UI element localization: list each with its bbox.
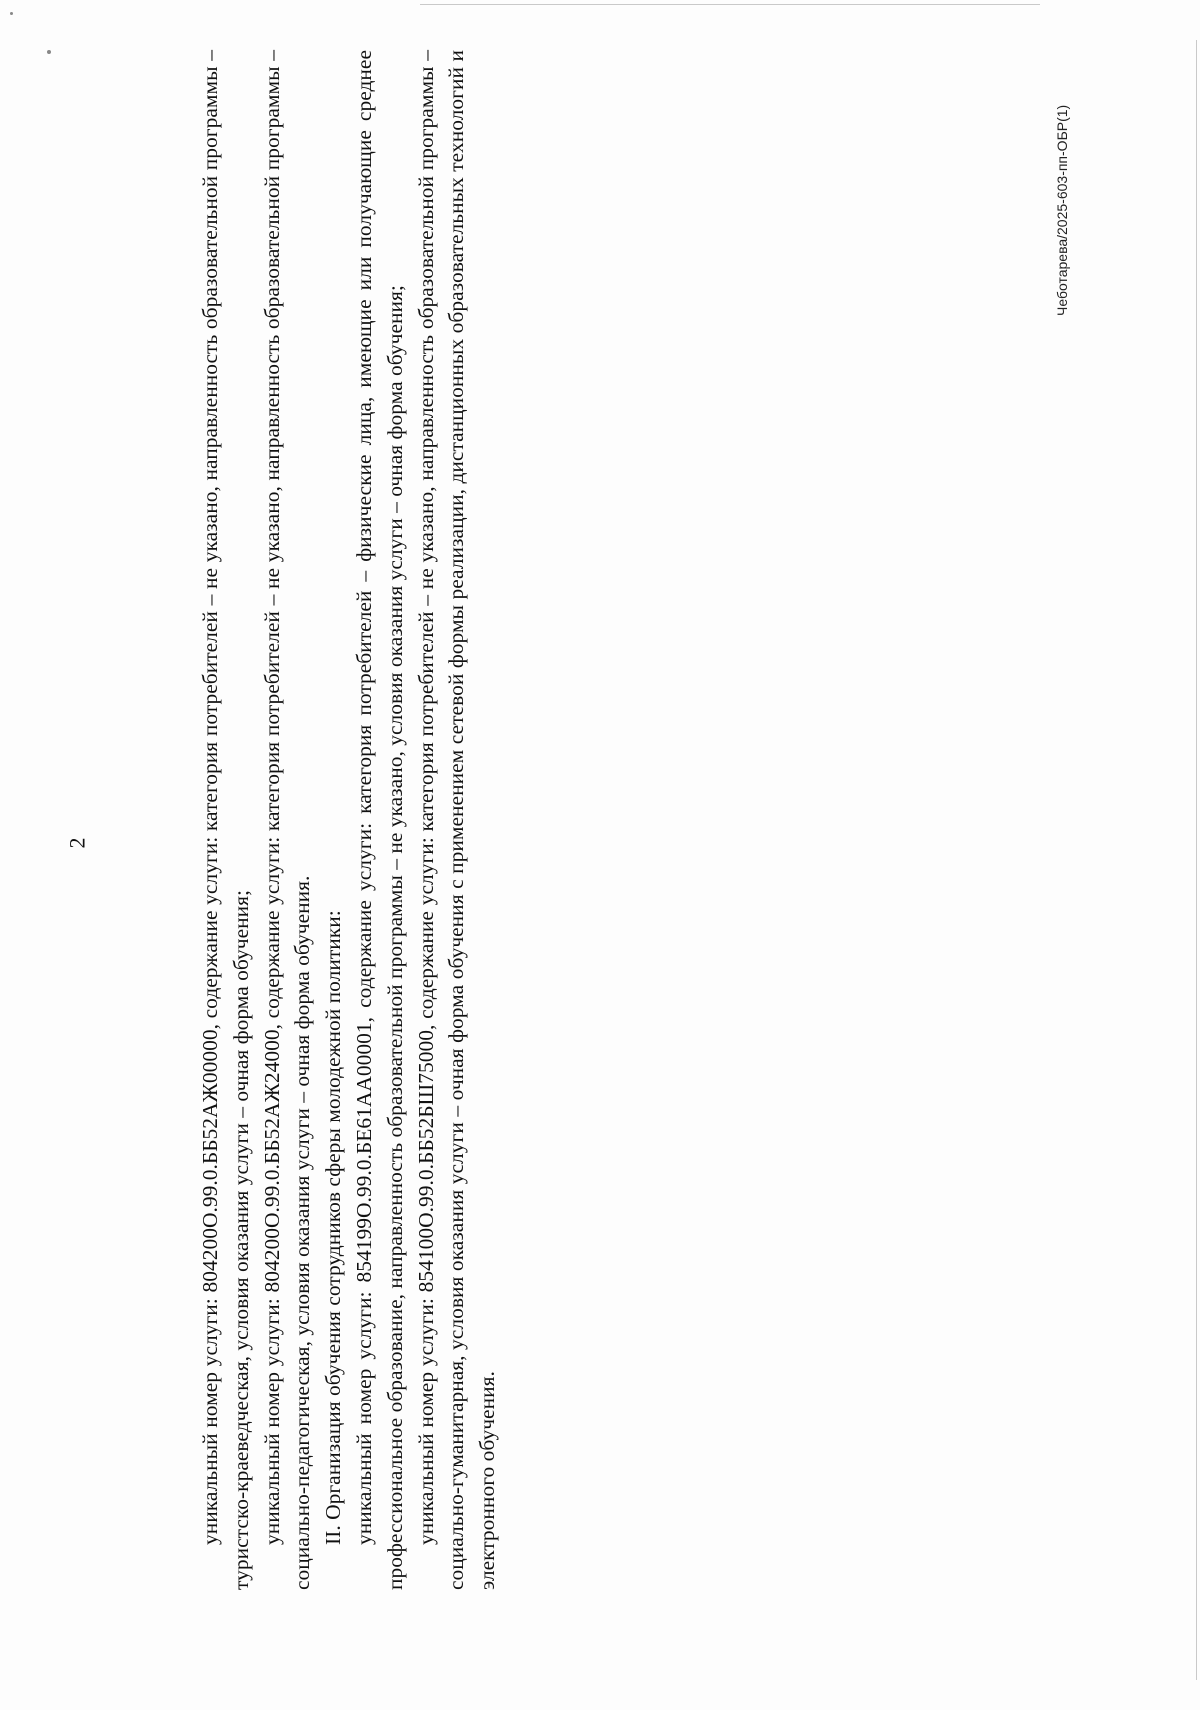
- scan-artifact-top-line: [420, 4, 1040, 5]
- paragraph-2: уникальный номер услуги: 804200О.99.0.ББ52АЖ24000, содержание услуги: категория потребителей – не указано, направленность образовательной программы – социально-педагогическая, условия оказания услуги – очная форма обучения.: [259, 50, 315, 1590]
- scan-artifact-dot: [10, 12, 13, 15]
- paragraph-3: уникальный номер услуги: 854199О.99.0.БЕ61АА00001, содержание услуги: категория потребителей – физические лица, имеющие или получающие среднее профессиональное образование, направленность образовательной программы – не указано, условия оказания услуги – очная форма обучения;: [351, 50, 407, 1590]
- scan-artifact-dot: [47, 50, 51, 54]
- paragraph-4: уникальный номер услуги: 854100О.99.0.ББ52БШ75000, содержание услуги: категория потребителей – не указано, направленность образовательной программы – социально-гуманитарная, условия оказания услуги – очная форма обучения с применением сетевой формы реализации, дистанционных образовательных технологий и электронного обучения.: [413, 50, 500, 1590]
- scan-artifact-right-line: [1196, 40, 1197, 1680]
- document-stamp: Чеботарева/2025-603-пп-ОБР(1): [1054, 104, 1070, 316]
- paragraph-1: уникальный номер услуги: 804200О.99.0.ББ52АЖ00000, содержание услуги: категория потребителей – не указано, направленность образовательной программы – туристско-краеведческая, условия оказания услуги – очная форма обучения;: [198, 50, 253, 1590]
- section-heading: II. Организация обучения сотрудников сферы молодежной политики:: [321, 910, 346, 1545]
- page-number: 2: [64, 837, 90, 849]
- document-body: [195, 50, 503, 1590]
